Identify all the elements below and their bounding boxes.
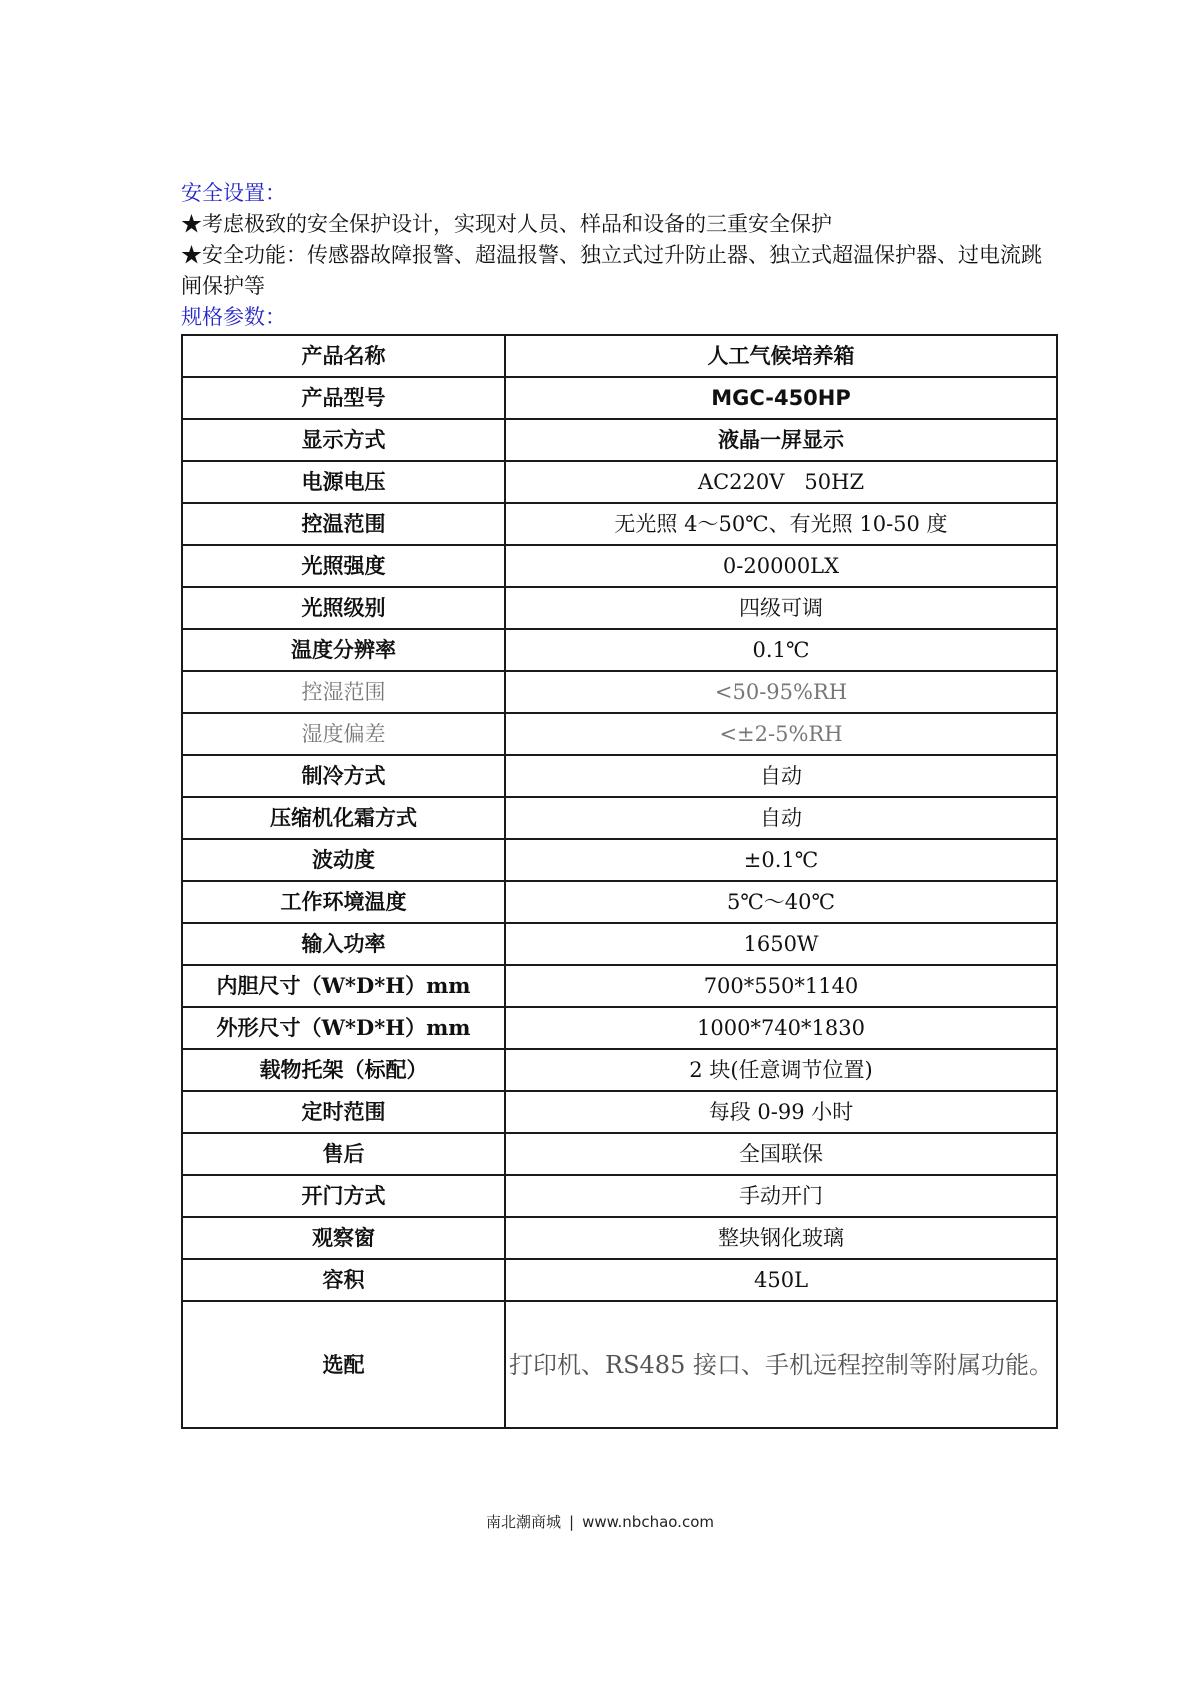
spec-label: 观察窗 xyxy=(182,1217,505,1259)
spec-label: 产品型号 xyxy=(182,377,505,419)
spec-value: 整块钢化玻璃 xyxy=(505,1217,1057,1259)
table-row xyxy=(182,923,1057,965)
spec-value: 手动开门 xyxy=(505,1175,1057,1217)
spec-label: 输入功率 xyxy=(182,923,505,965)
spec-label: 波动度 xyxy=(182,839,505,881)
spec-label: 产品名称 xyxy=(182,335,505,377)
footer-site-name: 南北潮商城 xyxy=(486,1513,562,1531)
spec-value: 2 块(任意调节位置) xyxy=(505,1049,1057,1091)
spec-value: 1000*740*1830 xyxy=(505,1007,1057,1049)
spec-value: 700*550*1140 xyxy=(505,965,1057,1007)
spec-value: 无光照 4～50℃、有光照 10-50 度 xyxy=(505,503,1057,545)
spec-value: 四级可调 xyxy=(505,587,1057,629)
spec-value: 5℃～40℃ xyxy=(505,881,1057,923)
table-row xyxy=(182,1091,1057,1133)
spec-label: 压缩机化霜方式 xyxy=(182,797,505,839)
spec-label: 温度分辨率 xyxy=(182,629,505,671)
spec-label: 制冷方式 xyxy=(182,755,505,797)
spec-label: 售后 xyxy=(182,1133,505,1175)
spec-value: 自动 xyxy=(505,797,1057,839)
table-row xyxy=(182,1133,1057,1175)
spec-label: 光照级别 xyxy=(182,587,505,629)
table-row xyxy=(182,1217,1057,1259)
spec-label: 容积 xyxy=(182,1259,505,1301)
spec-value: ±0.1℃ xyxy=(505,839,1057,881)
table-row xyxy=(182,965,1057,1007)
safety-line-1: ★考虑极致的安全保护设计，实现对人员、样品和设备的三重安全保护 xyxy=(181,212,832,236)
spec-label: 外形尺寸（W*D*H）mm xyxy=(182,1007,505,1049)
spec-value: 450L xyxy=(505,1259,1057,1301)
spec-label: 显示方式 xyxy=(182,419,505,461)
spec-label: 内胆尺寸（W*D*H）mm xyxy=(182,965,505,1007)
footer-url: www.nbchao.com xyxy=(582,1513,714,1531)
spec-label: 电源电压 xyxy=(182,461,505,503)
safety-heading: 安全设置： xyxy=(181,181,286,205)
spec-label: 控湿范围 xyxy=(182,671,505,713)
footer-separator: | xyxy=(569,1513,575,1531)
spec-value: MGC-450HP xyxy=(505,377,1057,419)
table-row xyxy=(182,755,1057,797)
spec-table xyxy=(181,334,1058,1429)
page-footer xyxy=(0,1511,1200,1532)
spec-value: <50-95%RH xyxy=(505,671,1057,713)
table-row xyxy=(182,1301,1057,1428)
spec-label: 定时范围 xyxy=(182,1091,505,1133)
table-row xyxy=(182,1007,1057,1049)
spec-label: 工作环境温度 xyxy=(182,881,505,923)
spec-label: 选配 xyxy=(182,1301,505,1428)
spec-label: 湿度偏差 xyxy=(182,713,505,755)
table-row xyxy=(182,335,1057,377)
table-row xyxy=(182,1049,1057,1091)
safety-line-2: ★安全功能：传感器故障报警、超温报警、独立式过升防止器、独立式超温保护器、过电流跳闸保护等 xyxy=(181,243,1042,298)
spec-value: 液晶一屏显示 xyxy=(505,419,1057,461)
spec-value: 1650W xyxy=(505,923,1057,965)
spec-label: 光照强度 xyxy=(182,545,505,587)
table-row xyxy=(182,881,1057,923)
spec-label: 控温范围 xyxy=(182,503,505,545)
table-row xyxy=(182,713,1057,755)
spec-label: 开门方式 xyxy=(182,1175,505,1217)
spec-value: AC220V 50HZ xyxy=(505,461,1057,503)
table-row xyxy=(182,587,1057,629)
spec-value: 全国联保 xyxy=(505,1133,1057,1175)
table-row xyxy=(182,797,1057,839)
spec-value: 自动 xyxy=(505,755,1057,797)
table-row xyxy=(182,503,1057,545)
spec-value: 打印机、RS485 接口、手机远程控制等附属功能。 xyxy=(505,1301,1057,1428)
table-row xyxy=(182,419,1057,461)
spec-value: 每段 0-99 小时 xyxy=(505,1091,1057,1133)
spec-value: 0.1℃ xyxy=(505,629,1057,671)
spec-value: 0-20000LX xyxy=(505,545,1057,587)
table-row xyxy=(182,377,1057,419)
spec-label: 载物托架（标配） xyxy=(182,1049,505,1091)
spec-value: <±2-5%RH xyxy=(505,713,1057,755)
document-body xyxy=(181,178,1061,333)
table-row xyxy=(182,629,1057,671)
table-row xyxy=(182,1259,1057,1301)
specs-heading: 规格参数： xyxy=(181,305,286,329)
table-row xyxy=(182,839,1057,881)
table-row xyxy=(182,671,1057,713)
table-row xyxy=(182,1175,1057,1217)
spec-value: 人工气候培养箱 xyxy=(505,335,1057,377)
table-row xyxy=(182,461,1057,503)
table-row xyxy=(182,545,1057,587)
